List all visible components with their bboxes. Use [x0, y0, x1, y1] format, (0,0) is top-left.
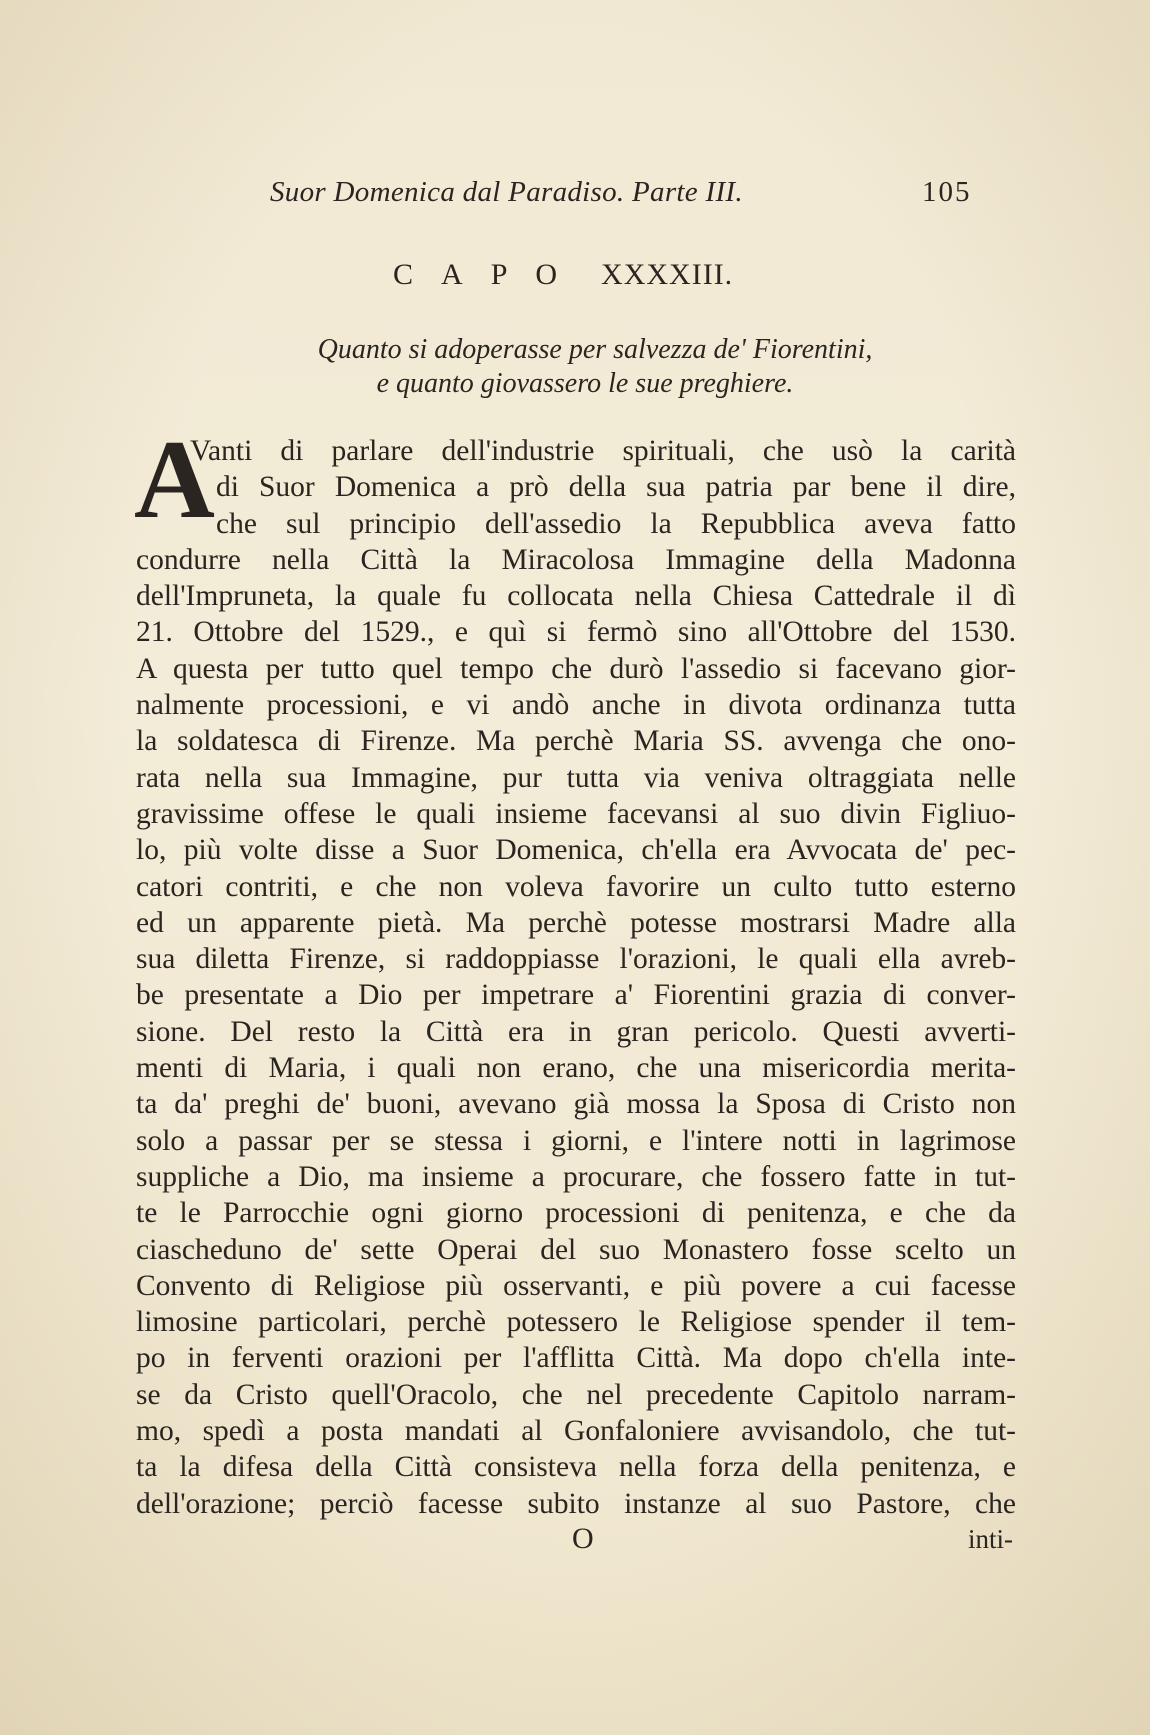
text-line: ciascheduno de' sette Operai del suo Monastero fosse scelto un	[136, 1233, 1016, 1266]
text-line: se da Cristo quell'Oracolo, che nel precedente Capitolo narram-	[136, 1378, 1016, 1411]
text-line: sua diletta Firenze, si raddoppiasse l'orazioni, le quali ella avreb-	[136, 943, 1016, 976]
text-line: po in ferventi orazioni per l'afflitta Città. Ma dopo ch'ella inte-	[136, 1342, 1016, 1375]
chapter-label-letter: O	[535, 258, 558, 291]
signature-mark: O	[572, 1522, 594, 1555]
text-line: limosine particolari, perchè potessero le Religiose spender il tem-	[136, 1306, 1016, 1339]
text-line: Vanti di parlare dell'industrie spirituali, che usò la carità	[190, 435, 1016, 467]
text-line: condurre nella Città la Miracolosa Immagine della Madonna	[136, 543, 1016, 576]
text-line: te le Parrocchie ogni giorno processioni di penitenza, e che da	[136, 1197, 1016, 1230]
chapter-label-letter: P	[490, 258, 508, 291]
text-line: dell'orazione; perciò facesse subito instanze al suo Pastore, che	[136, 1487, 1016, 1520]
text-line: menti di Maria, i quali non erano, che una misericordia merita-	[136, 1052, 1016, 1085]
body-text	[136, 433, 1016, 1522]
text-line: che sul principio dell'assedio la Repubblica aveva fatto	[216, 507, 1016, 540]
chapter-number: XXXXIII.	[601, 258, 734, 291]
text-line: lo, più volte disse a Suor Domenica, ch'ella era Avvocata de' pec-	[136, 834, 1016, 867]
text-line: dell'Impruneta, la quale fu collocata nella Chiesa Cattedrale il dì	[136, 580, 1016, 613]
text-line: suppliche a Dio, ma insieme a procurare, che fossero fatte in tut-	[136, 1160, 1016, 1193]
text-line: ta da' preghi de' buoni, avevano già mossa la Sposa di Cristo non	[136, 1088, 1016, 1121]
text-line: la soldatesca di Firenze. Ma perchè Maria SS. avvenga che ono-	[136, 725, 1016, 758]
text-line: solo a passar per se stessa i giorni, e l'intere notti in lagrimose	[136, 1124, 1016, 1157]
text-line: ta la difesa della Città consisteva nella forza della penitenza, e	[136, 1451, 1016, 1484]
drop-cap-initial: A	[134, 418, 215, 542]
page-number: 105	[922, 176, 972, 208]
text-line: A questa per tutto quel tempo che durò l'assedio si facevano gior-	[136, 652, 1016, 685]
chapter-label-letter: C	[393, 258, 414, 291]
text-line: ed un apparente pietà. Ma perchè potesse mostrarsi Madre alla	[136, 906, 1016, 939]
text-line: di Suor Domenica a prò della sua patria par bene il dire,	[216, 471, 1016, 504]
text-line: catori contriti, e che non voleva favorire un culto tutto esterno	[136, 870, 1016, 903]
running-head: Suor Domenica dal Paradiso. Parte III.	[270, 176, 743, 208]
catchword: inti-	[968, 1524, 1013, 1554]
text-line: rata nella sua Immagine, pur tutta via veniva oltraggiata nelle	[136, 761, 1016, 794]
chapter-subtitle-line: Quanto si adoperasse per salvezza de' Fiorentini,	[317, 334, 873, 365]
text-line: gravissime offese le quali insieme facevansi al suo divin Figliuo-	[136, 797, 1016, 830]
text-line: nalmente processioni, e vi andò anche in divota ordinanza tutta	[136, 689, 1016, 722]
chapter-subtitle-line: e quanto giovassero le sue preghiere.	[376, 368, 794, 399]
text-line: Convento di Religiose più osservanti, e più povere a cui facesse	[136, 1269, 1016, 1302]
text-line: 21. Ottobre del 1529., e quì si fermò sino all'Ottobre del 1530.	[136, 616, 1016, 649]
text-line: be presentate a Dio per impetrare a' Fiorentini grazia di conver-	[136, 979, 1016, 1012]
text-line: sione. Del resto la Città era in gran pericolo. Questi avverti-	[136, 1015, 1016, 1048]
chapter-label-letter: A	[441, 258, 463, 291]
chapter-title	[393, 258, 733, 292]
text-line: mo, spedì a posta mandati al Gonfaloniere avvisandolo, che tut-	[136, 1415, 1016, 1448]
